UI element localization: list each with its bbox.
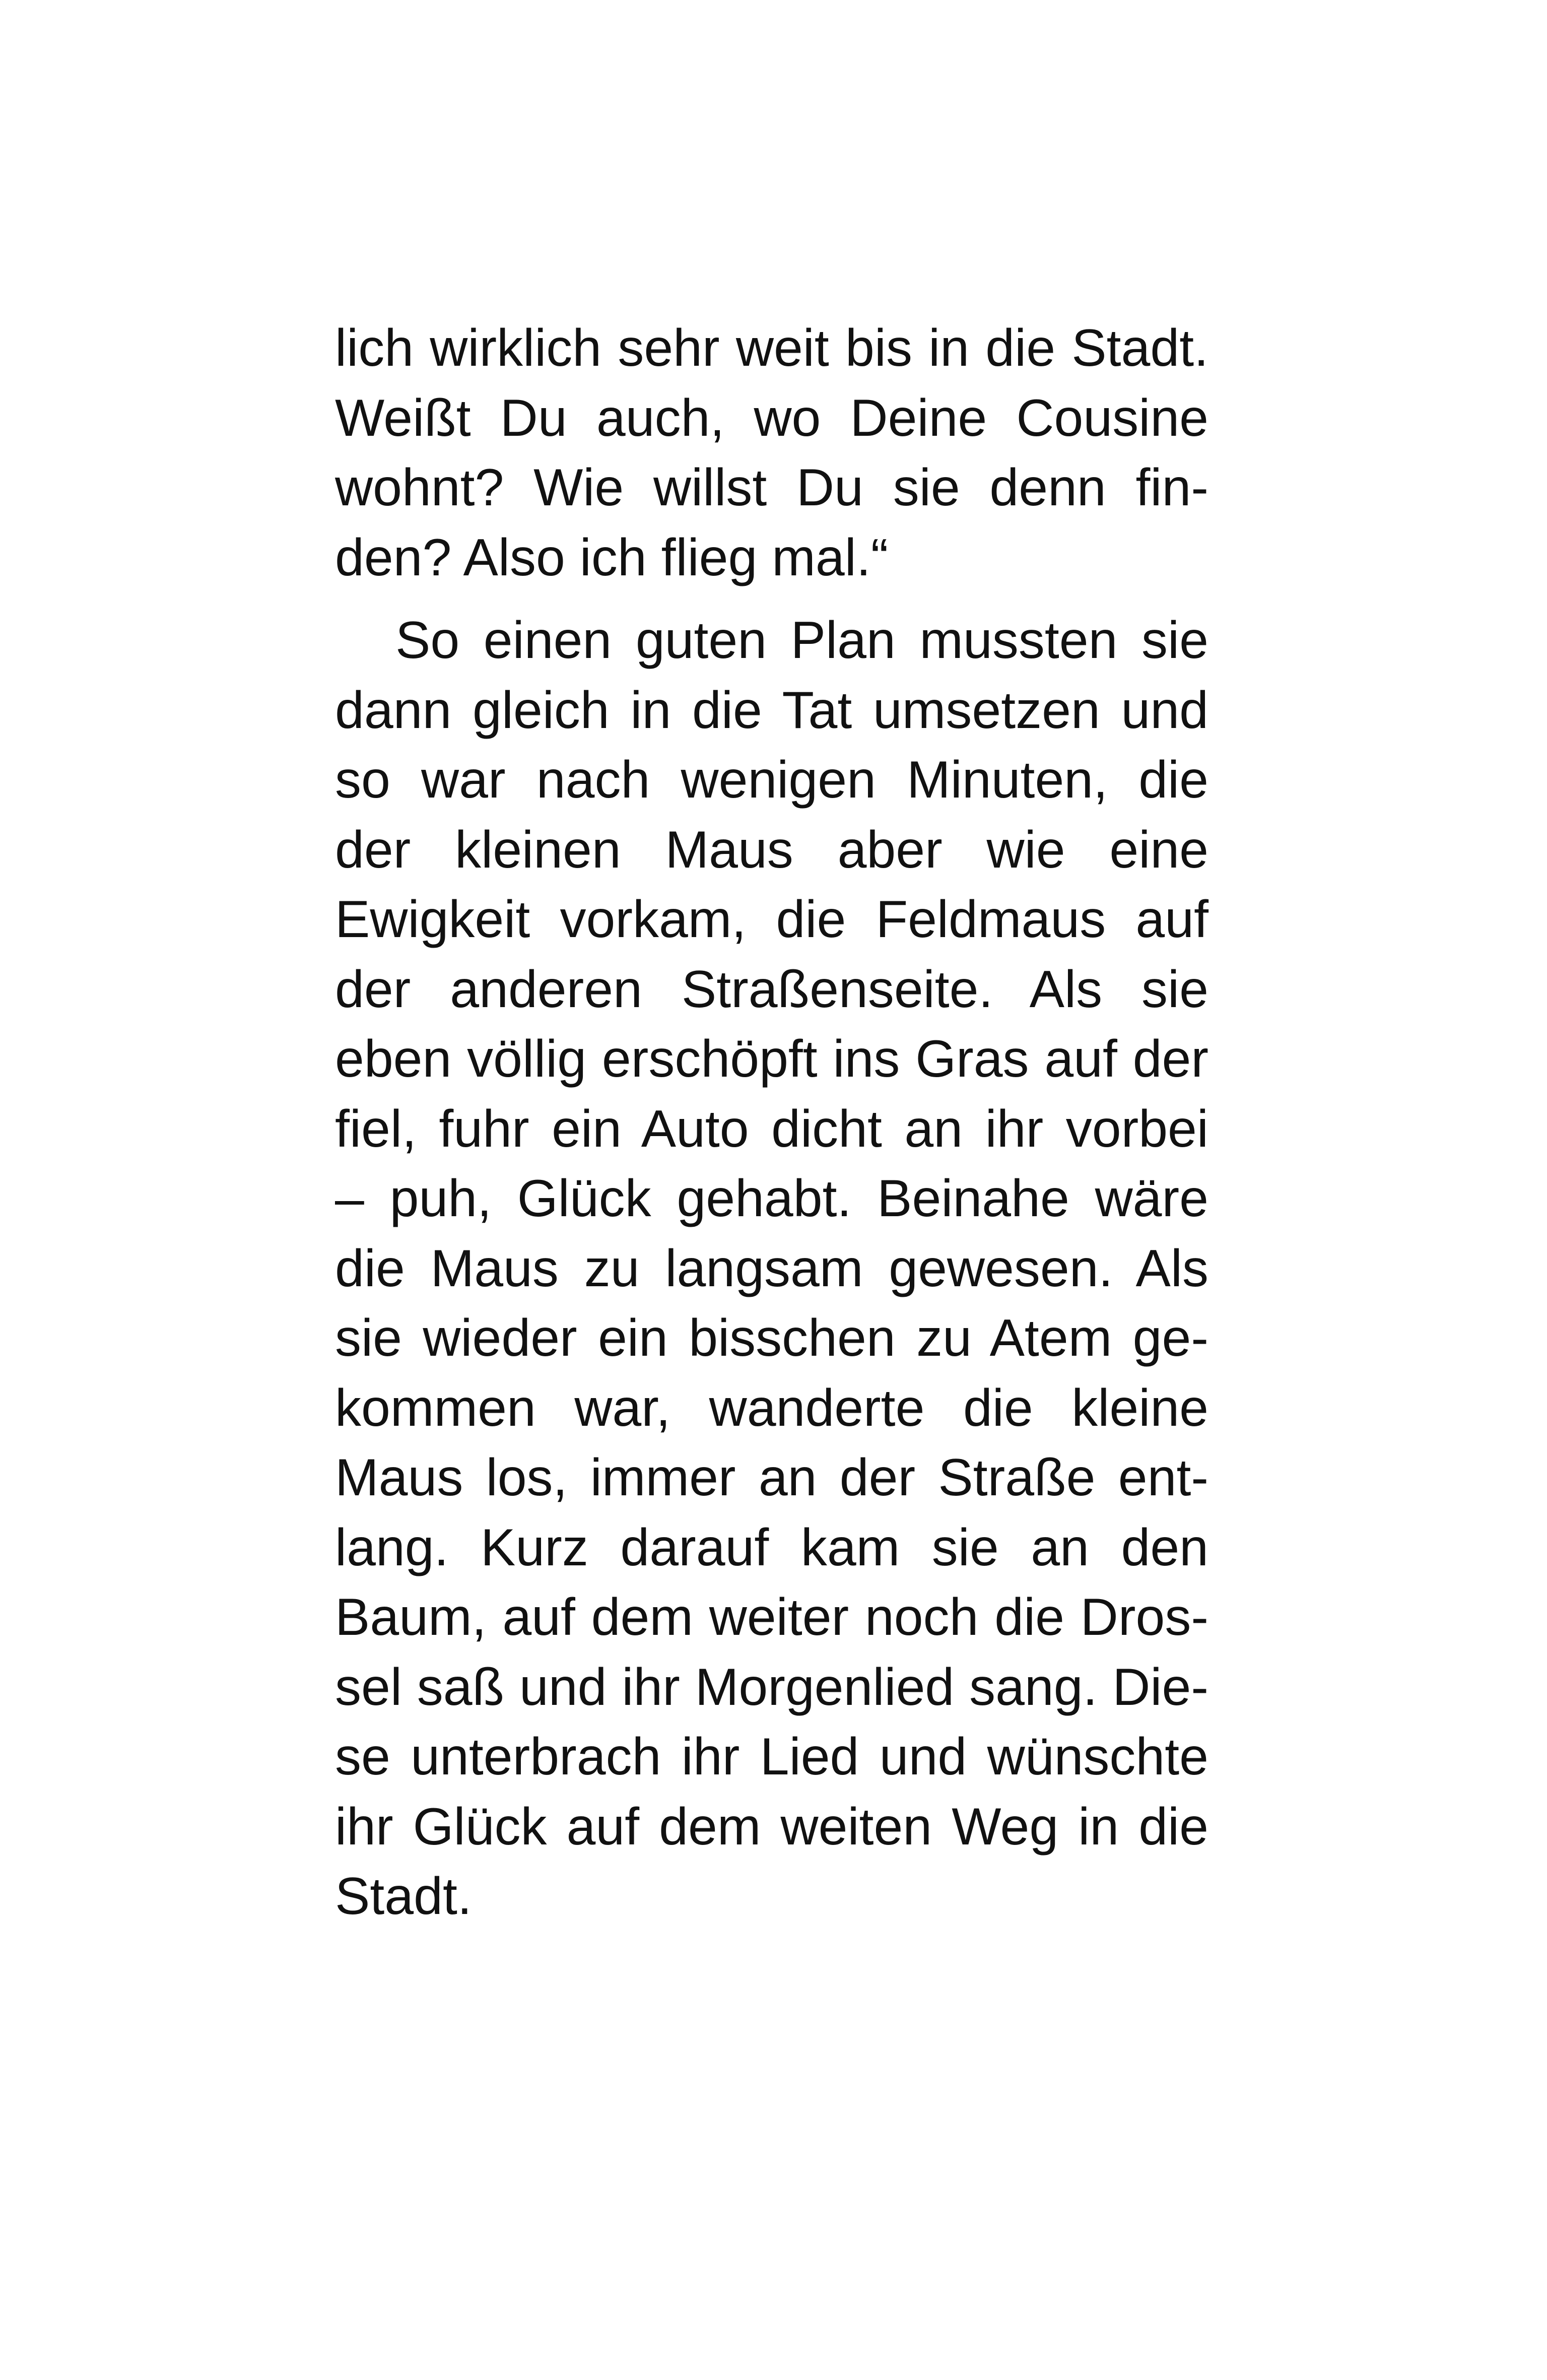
text-line: der anderen Straßenseite. Als sie [335, 960, 1208, 1019]
text-line: der kleinen Maus aber wie eine [335, 820, 1208, 879]
text-line: se unterbrach ihr Lied und wünschte [335, 1728, 1208, 1786]
text-line: Baum, auf dem weiter noch die Dros- [335, 1588, 1208, 1646]
text-line: – puh, Glück gehabt. Beinahe wäre [335, 1169, 1208, 1228]
text-line: lich wirklich sehr weit bis in die Stadt. [335, 319, 1208, 377]
text-line: Stadt. [335, 1867, 472, 1926]
text-line: wohnt? Wie willst Du sie denn fin- [335, 458, 1208, 517]
text-line: Maus los, immer an der Straße ent- [335, 1448, 1208, 1507]
paragraph-2 [335, 606, 1208, 1932]
text-line: fiel, fuhr ein Auto dicht an ihr vorbei [335, 1099, 1208, 1158]
text-line: So einen guten Plan mussten sie [395, 611, 1208, 670]
text-line: kommen war, wanderte die kleine [335, 1378, 1208, 1437]
text-line: Weißt Du auch, wo Deine Cousine [335, 388, 1208, 447]
text-line: ihr Glück auf dem weiten Weg in die [335, 1797, 1208, 1856]
text-line: die Maus zu langsam gewesen. Als [335, 1239, 1208, 1298]
text-line: lang. Kurz darauf kam sie an den [335, 1518, 1208, 1577]
text-line: Ewigkeit vorkam, die Feldmaus auf [335, 890, 1208, 949]
text-line: so war nach wenigen Minuten, die [335, 751, 1208, 809]
text-line: dann gleich in die Tat umsetzen und [335, 681, 1208, 740]
text-line: eben völlig erschöpft ins Gras auf der [335, 1030, 1208, 1088]
text-line: den? Also ich flieg mal.“ [335, 528, 889, 587]
text-line: sie wieder ein bisschen zu Atem ge- [335, 1309, 1208, 1367]
paragraph-1 [335, 313, 1208, 592]
body-text [335, 313, 1208, 1932]
text-line: sel saß und ihr Morgenlied sang. Die- [335, 1658, 1208, 1716]
